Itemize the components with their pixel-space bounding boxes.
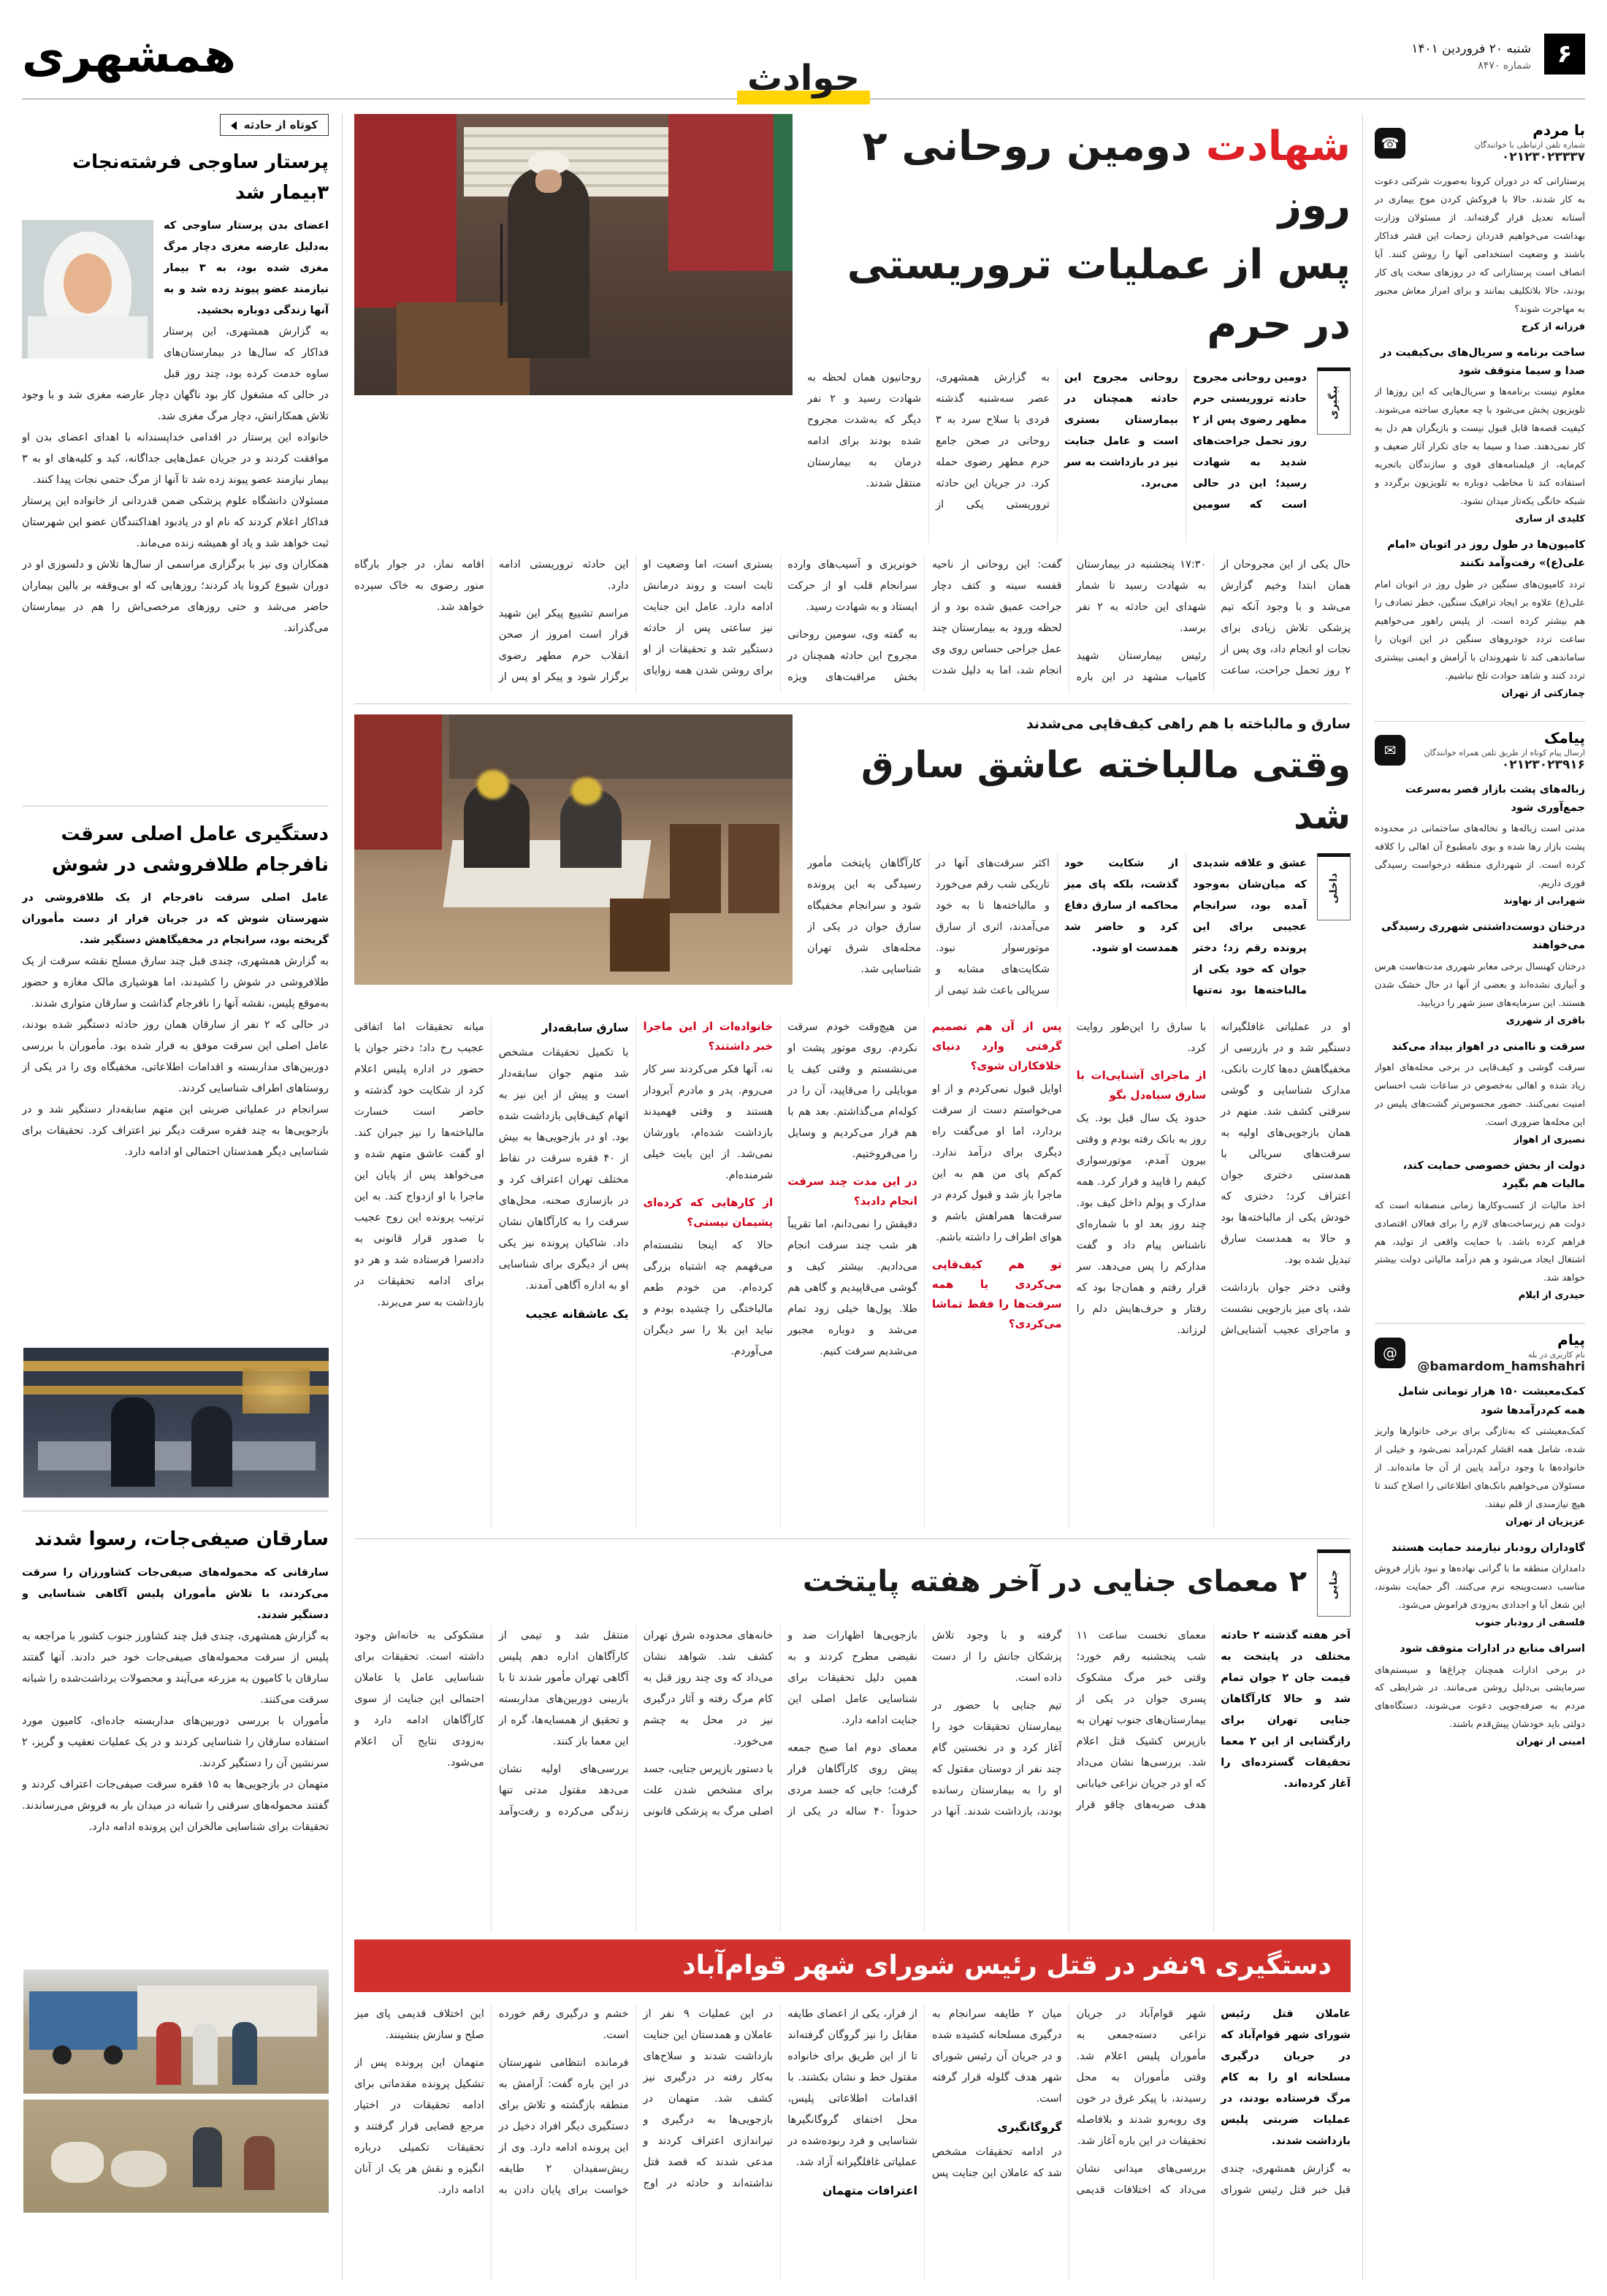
message-text: اخذ مالیات از کسب‌وکارها زمانی منصفانه است که دولت هم زیرساخت‌های لازم را برای فعالان اقتصادی فراهم کرده باشد. با حمایت واقعی از تولید، هم اشتغال ایجاد می‌شود و هم درآمد مالیاتی دولت بیشتر خواهد شد. <box>1375 1200 1585 1284</box>
divider <box>354 703 1351 704</box>
article1-paragraph: به گزارش همشهری، عصر سه‌شنبه گذشته فردی با سلاح سرد به ۳ روحانی در صحن جامع حرم مطهر رضوی حمله کرد. در جریان این حادثه تروریستی یکی از روحانیون همان لحظه به شهادت رسید و ۲ نفر دیگر که به‌شدت مجروح شده بودند برای ادامه درمان به بیمارستان منتقل شدند. <box>807 371 1050 511</box>
article1-headline <box>807 117 1351 354</box>
interview-question: از کارهایی که کرده‌ای پشیمان نیستی؟ <box>643 1195 774 1229</box>
photo-shape <box>111 1397 155 1487</box>
message-sender: شهرابی از نهاوند <box>1503 896 1585 907</box>
interview-question: تو هم کیف‌قاپی می‌کردی یا همه سرقت‌ها را فقط تماشا می‌کردی؟ <box>931 1257 1062 1330</box>
message-sender: فلسفی از رودبار جنوب <box>1475 1617 1585 1629</box>
message-sender: نصیری از اهواز <box>1514 1134 1585 1145</box>
article2-paragraph: او در عملیاتی غافلگیرانه دستگیر شد و در بازرسی از مخفیگاهش ده‌ها کارت بانکی، مدارک شناسایی و گوشی سرقتی کشف شد. متهم در همان بازجویی‌های اولیه به سرقت‌های سریالی با همدستی دختری جوان اعتراف کرد؛ دختری که خودش یکی از مالباخته‌ها بود و حالا به همدست سارق تبدیل شده بود. <box>1221 1021 1351 1266</box>
issue-date: شنبه ۲۰ فروردین ۱۴۰۱ <box>1411 42 1531 56</box>
interview-answer: نه، آنها فکر می‌کردند سر کار می‌روم. پدر و مادرم آبرودار هستند و وقتی فهمیدند بازداشت شده‌ام، باورشان نمی‌شد. از این بابت خیلی شرمنده‌ام. <box>643 1063 774 1181</box>
photo-shape <box>191 1406 232 1487</box>
tag-label: پیگیری <box>1328 385 1340 419</box>
article2-paragraph: با تکمیل تحقیقات مشخص شد متهم جوان سابقه‌دار است و پیش از این نیز به اتهام کیف‌قاپی بازداشت شده بود. او در بازجویی‌ها به بیش از ۴۰ فقره سرقت در نقاط مختلف تهران اعتراف کرد و در بازسازی صحنه، محل‌های سرقت را به کارآگاهان نشان داد. شاکیان پرونده نیز یکی پس از دیگری برای شناسایی او به اداره آگاهی آمدند. <box>498 1046 629 1292</box>
brief-lead: سارقانی که محموله‌های صیفی‌جات کشاورزان را سرقت می‌کردند، با تلاش مأموران پلیس آگاهی شناسایی و دستگیر شدند. <box>22 1566 329 1621</box>
headline-accent-word: شهادت <box>1205 123 1351 170</box>
interview-answer: من هیچ‌وقت خودم سرقت نکردم. روی موتور پشت او می‌نشستم و وقتی کیف یا موبایلی را می‌قاپید، آن را در کوله‌ام می‌گذاشتم. بعد هم با هم فرار می‌کردیم و وسایل را می‌فروختیم. <box>787 1021 917 1160</box>
brief-headline: دستگیری عامل اصلی سرقت نافرجام طلافروشی در شوش <box>52 823 329 876</box>
brief-headline: پرستار ساوجی فرشته‌نجات ۳بیمار شد <box>72 151 329 204</box>
article2-kicker: سارق و مالباخته با هم راهی کیف‌قاپی می‌شدند <box>1026 715 1351 732</box>
brief-goldshop <box>22 820 329 1498</box>
photo-shape <box>28 316 148 359</box>
message-sender: باقری از شهرری <box>1505 1015 1585 1026</box>
subheading: اعترافات متهمان <box>822 2184 917 2197</box>
bamardom-phone-label: شماره تلفن ارتباطی با خوانندگان <box>1474 140 1585 150</box>
interview-question: پس از آن هم تصمیم گرفتی وارد دنیای خلافکاران شوی؟ <box>931 1019 1062 1072</box>
message-sender: عزیزیان از تهران <box>1505 1516 1585 1528</box>
article2-lead-columns <box>807 853 1307 1007</box>
briefs-rail <box>22 114 329 2280</box>
brief-paragraph: مأموران با بررسی دوربین‌های مداربسته جاده‌ای، کامیون مورد استفاده سارقان را شناسایی کردند و در یک عملیات تعقیب و گریز، ۲ سرنشین آن را دستگیر کردند. <box>22 1715 329 1769</box>
photo-shape <box>244 2136 275 2190</box>
article3-paragraph: تیم جنایی با حضور در بیمارستان تحقیقات خود را آغاز کرد و در نخستین گام چند نفر از دوستان مقتول که او را به بیمارستان رسانده بودند، بازداشت شدند. آنها در بازجویی‌ها اظهارات ضد و نقیضی مطرح کردند و به همین دلیل تحقیقات برای شناسایی عامل اصلی این جنایت ادامه دارد. <box>787 1629 1062 1818</box>
brief-paragraph: مسئولان دانشگاه علوم پزشکی ضمن قدردانی از خانواده این پرستار فداکار اعلام کردند که نام او در یادبود اهداکنندگان عضو این شهرستان ثبت خواهد شد و یاد او همیشه زنده می‌ماند. <box>22 495 329 550</box>
photo-shape <box>508 167 589 358</box>
photo-shape <box>670 824 721 913</box>
briefs-section-tag: کوتاه از حادثه <box>220 114 329 136</box>
photo-shape <box>156 2022 181 2085</box>
photo-shape <box>610 899 670 972</box>
photo-shape <box>728 824 779 913</box>
article2-paragraph: وقتی دختر جوان بازداشت شد، پای میز بازجویی نشست و ماجرای عجیب آشنایی‌اش با سارق را این‌طور روایت کرد. <box>1076 1021 1351 1336</box>
article3-tag <box>1317 1549 1351 1617</box>
message-text: دامداران منطقه ما با گرانی نهاده‌ها و نبود بازار فروش مناسب دست‌وپنجه نرم می‌کنند. اگر حمایت نشوند، این شغل آبا و اجدادی به‌زودی فراموش می‌شود. <box>1375 1563 1585 1612</box>
article4-lead: عاملان قتل رئیس شورای شهر قوام‌آباد که در جریان درگیری مسلحانه او را به کام مرگ فرستاده بودند، در عملیات ضربتی پلیس بازداشت شدند. <box>1221 2007 1351 2147</box>
suspects-truck-photo <box>23 1969 329 2094</box>
brief-body <box>22 216 329 793</box>
article1-body <box>354 554 1351 693</box>
page-number: ۶ <box>1544 34 1585 75</box>
article4-paragraph: بررسی‌های میدانی نشان می‌داد که اختلافات قدیمی میان ۲ طایفه سرانجام به درگیری مسلحانه کشیده شده و در جریان آن رئیس شورای شهر هدف گلوله قرار گرفته است. <box>931 2007 1207 2196</box>
brief-lead: عامل اصلی سرقت نافرجام از یک طلافروشی در شهرستان شوش که در جریان فرار از دست مأموران گریخته بود، سرانجام در مخفیگاهش دستگیر شد. <box>22 892 329 947</box>
nurse-photo <box>22 220 153 359</box>
message-text: سرقت گوشی و کیف‌قاپی در برخی محله‌های اهواز زیاد شده و اهالی به‌خصوص در ساعات شب احساس امنیت نمی‌کنند. حضور محسوس‌تر گشت‌های پلیس در این محله‌ها ضروری است. <box>1375 1062 1585 1128</box>
brief-body <box>22 1563 329 1961</box>
article3-headline: ۲ معمای جنایی در آخر هفته پایتخت <box>802 1564 1307 1598</box>
message-text: در برخی ادارات همچنان چراغ‌ها و سیستم‌های سرمایشی بی‌دلیل روشن می‌مانند. در شرایطی که مردم به صرفه‌جویی دعوت می‌شوند، دستگاه‌های دولتی باید خودشان پیش‌قدم باشند. <box>1375 1664 1585 1731</box>
sms-number: ۰۲۱۲۳۰۲۳۹۱۶ <box>1501 757 1585 772</box>
article-martyrdom <box>354 114 1351 693</box>
brief-nurse <box>22 148 329 793</box>
article1-paragraph: به گفته وی، سومین روحانی مجروح این حادثه همچنان در بخش مراقبت‌های ویژه بستری است، اما وضعیت او ثابت است و روند درمانش ادامه دارد. عامل این جنایت نیز ساعتی پس از حادثه دستگیر شد و تحقیقات از او برای روشن شدن همه زوایای این حادثه تروریستی ادامه دارد. <box>498 558 917 683</box>
photo-shape <box>193 2024 218 2085</box>
message-heading: کامیون‌ها در طول روز در اتوبان «امام علی(ع)» رفت‌وآمد نکنند <box>1387 539 1585 570</box>
brief-body <box>22 888 329 1340</box>
message-heading: درختان دوست‌داشتنی شهرری رسیدگی می‌خواهند <box>1381 921 1585 952</box>
message-text: کمک‌معیشتی که به‌تازگی برای برخی خانوارها واریز شده، شامل همه اقشار کم‌درآمد نمی‌شود و خیلی از خانواده‌ها با وجود درآمد پایین از آن جا مانده‌اند. از مسئولان می‌خواهیم بانک‌های اطلاعاتی را اصلاح کنند تا هیچ نیازمندی از قلم نیفتد. <box>1375 1426 1585 1510</box>
message-heading: سرقت و ناامنی در اهواز بیداد می‌کند <box>1392 1040 1585 1053</box>
message-sender: فرزانه از کرج <box>1521 321 1585 332</box>
main-articles <box>342 114 1363 2280</box>
article3-body <box>354 1625 1351 1932</box>
brief-lead: اعضای بدن پرستار ساوجی که به‌دلیل عارضه مغزی دچار مرگ مغزی شده بود، به ۳ بیمار نیازمند عضو پیوند زده شد و به آنها زندگی دوباره بخشید. <box>164 220 329 317</box>
message-text: معلوم نیست برنامه‌ها و سریال‌هایی که این روزها از تلویزیون پخش می‌شود با چه معیاری ساخته می‌شوند. کیفیت قصه‌ها قابل قبول نیست و بازیگران هم دل به کار نمی‌دهند. صدا و سیما به جای تکرار آثار ضعیف و کم‌مایه، از فیلمنامه‌های قوی و سازندگان باتجربه استفاده کند تا مخاطب دوباره به تلویزیون برگردد و شبکه خانگی یکه‌تاز میدان نشود. <box>1375 386 1585 508</box>
reader-message <box>1375 536 1585 698</box>
photo-shape <box>232 2022 257 2085</box>
bamardom-phone-number: ۰۲۱۲۳۰۲۳۳۳۷ <box>1501 150 1585 164</box>
reader-message <box>1375 1383 1585 1528</box>
article2-tag <box>1317 853 1351 920</box>
message-text: مدتی است زباله‌ها و نخاله‌های ساختمانی در محدوده پشت بازار رها شده و بوی نامطبوع آن اهالی را کلافه کرده است. از شهرداری منطقه درخواست رسیدگی فوری داریم. <box>1375 823 1585 890</box>
reader-message <box>1375 173 1585 332</box>
subheading: گروگانگیری <box>997 2120 1062 2134</box>
bamardom-header <box>1375 121 1585 164</box>
reader-message <box>1375 781 1585 907</box>
brief-paragraph: به گزارش همشهری، چندی قبل چند کشاورز جنوب کشور با مراجعه به پلیس از سرقت محموله‌های صیفی‌جات خود خبر دادند. آنها گفتند سارقان با کامیون به مزرعه می‌آیند و محصولات برداشت‌شده را شبانه سرقت می‌کنند. <box>22 1630 329 1706</box>
article4-banner-headline: دستگیری ۹نفر در قتل رئیس شورای شهر قوام‌آباد <box>354 1940 1351 1992</box>
article4-body <box>354 2004 1351 2280</box>
photo-shape <box>449 714 793 779</box>
photo-shape <box>51 2142 104 2183</box>
message-heading: ساخت برنامه و سریال‌های بی‌کیفیت در صدا و سیما متوقف شود <box>1380 346 1585 377</box>
brief-paragraph: سرانجام در عملیاتی ضربتی این متهم سابقه‌دار دستگیر شد و در بازجویی‌ها به چند فقره سرقت دیگر نیز اعتراف کرد. تحقیقات برای شناسایی دیگر همدستان احتمالی او ادامه دارد. <box>22 1104 329 1159</box>
photo-shape <box>29 1991 137 2050</box>
article4-paragraph: متهمان این پرونده پس از تشکیل پرونده مقدماتی برای ادامه تحقیقات در اختیار مرجع قضایی قرار گرفتند و تحقیقات تکمیلی درباره انگیزه و نقش هر یک از آنان ادامه دارد. <box>354 2056 484 2196</box>
photo-shape <box>354 114 457 308</box>
face-blur <box>477 770 509 799</box>
article1-paragraph: مراسم تشییع پیکر این شهید قرار است امروز از صحن انقلاب حرم مطهر رضوی برگزار شود و پیکر او پس از اقامه نماز، در جوار بارگاه منور رضوی به خاک سپرده خواهد شد. <box>354 558 629 683</box>
goldshop-photo <box>23 1348 329 1498</box>
article3-lead: آخر هفته گذشته ۲ حادثه مختلف در پایتخت به قیمت جان ۲ جوان تمام شد و حالا کارآگاهان جنایی تهران برای رازگشایی از این ۲ معما تحقیقات گسترده‌ای را آغاز کرده‌اند. <box>1221 1629 1351 1790</box>
phone-icon: ☎ <box>1375 128 1405 159</box>
photo-shape <box>38 1441 316 1471</box>
headline-line1 <box>863 123 1351 229</box>
photo-shape <box>500 224 503 305</box>
brief-paragraph: متهمان در بازجویی‌ها به ۱۵ فقره سرقت صیفی‌جات اعتراف کردند و گفتند محموله‌های سرقتی را شبانه در میدان بار به فروش می‌رساندند. تحقیقات برای شناسایی مالخران این پرونده ادامه دارد. <box>22 1778 329 1833</box>
article-council-murder <box>354 1940 1351 2280</box>
sms-header <box>1375 729 1585 772</box>
interview-question: از ماجرای آشنایی‌ات با سارق سیاه‌دل بگو <box>1076 1068 1207 1102</box>
reader-message <box>1375 918 1585 1026</box>
interview-answer: حالا که اینجا نشسته‌ام می‌فهمم چه اشتباه بزرگی کرده‌ام. من خودم طعم مالباختگی را چشیده بودم و نباید این بلا را سر دیگران می‌آوردم. <box>643 1239 774 1357</box>
reader-message <box>1375 344 1585 525</box>
article2-lead: عشق و علاقه شدیدی که میان‌شان به‌وجود آمده بود، سرانجام عجیبی برای این پرونده رقم زد؛ دختر جوان که خود یکی از مالباخته‌ها بود نه‌تنها از شکایت خود گذشت، بلکه پای میز محاکمه از سارق دفاع کرد و حاضر شد همدست او شود. <box>1064 857 1307 996</box>
photo-shape <box>535 169 562 193</box>
article1-photo <box>354 114 793 395</box>
interview-answer: اوایل قبول نمی‌کردم و از او می‌خواستم دست از سرقت بردارد، اما او می‌گفت راه دیگری برای درآمد ندارد. کم‌کم پای من هم به این ماجرا باز شد و قبول کردم در سرقت‌ها همراهش باشم و هوای اطراف را داشته باشم. <box>931 1083 1062 1243</box>
interview-answer: حدود یک سال قبل بود. یک روز به بانک رفته بودم و وقتی بیرون آمدم، موتورسواری کیفم را قاپید و فرار کرد. همه مدارک و پولم داخل کیف بود. چند روز بعد او با شماره‌ای ناشناس پیام داد و گفت مدارکم را پس می‌دهد. سر قرار رفتم و همان‌جا بود که رفتار و حرف‌هایش دلم را لرزاند. <box>1076 1112 1207 1336</box>
messenger-title: پیام <box>1557 1331 1585 1349</box>
subheading: سارق سابقه‌دار <box>541 1021 629 1034</box>
article2-headline: وقتی مالباخته عاشق سارق شد <box>860 743 1351 837</box>
brief-paragraph: به گزارش همشهری، این پرستار فداکار که سال‌ها در بیمارستان‌های ساوه خدمت کرده بود، چند روز قبل در حالی که مشغول کار بود ناگهان دچار عارضه مغزی شد و با وجود تلاش همکارانش، دچار مرگ مغزی شد. <box>22 326 329 423</box>
message-heading: زباله‌های پشت بازار قصر به‌سرعت جمع‌آوری شود <box>1405 783 1585 814</box>
bamardom-section <box>1375 114 1585 721</box>
subheading: یک عاشقانه عجیب <box>525 1307 629 1321</box>
tag-label: جنایی <box>1328 1569 1340 1599</box>
article2-paragraph: میانه تحقیقات اما اتفاقی عجیب رخ داد؛ دختر جوان با حضور در اداره پلیس اعلام کرد از شکایت خود گذشته و حاضر است خسارت مالباخته‌ها را نیز جبران کند. او گفت عاشق متهم شده و می‌خواهد پس از پایان این ماجرا با او ازدواج کند. به این ترتیب پرونده این زوج عجیب با صدور قرار قانونی به دادسرا فرستاده شد و هر دو برای ادامه تحقیقات در بازداشت به سر می‌برند. <box>354 1021 484 1308</box>
brief-paragraph: همکاران وی نیز با برگزاری مراسمی از سال‌ها تلاش و دلسوزی او در دوران شیوع کرونا یاد کردند؛ روزهایی که او بی‌وقفه بر بالین بیماران حاضر می‌شد و حتی روزهای مرخصی‌اش را هم در بیمارستان می‌گذراند. <box>22 559 329 635</box>
message-sender: چمازکتی از تهران <box>1501 687 1585 699</box>
reader-message <box>1375 1640 1585 1747</box>
photo-shape <box>64 253 112 313</box>
article-thief-love <box>354 714 1351 1528</box>
reader-message <box>1375 1157 1585 1302</box>
article2-body <box>354 1017 1351 1528</box>
article2-paragraph: اکثر سرقت‌های آنها در تاریکی شب رقم می‌خورد و مالباخته‌ها تا به خود می‌آمدند، اثری از سارق موتورسوار نبود. شکایت‌های مشابه و سریالی باعث شد تیمی از کارآگاهان پایتخت مأمور رسیدگی به این پرونده شود و سرانجام مخفیگاه سارق جوان در یکی از محله‌های شرق تهران شناسایی شد. <box>807 857 1050 996</box>
messenger-icon: @ <box>1375 1338 1405 1368</box>
article4-paragraph: فرمانده انتظامی شهرستان در این باره گفت: آرامش به منطقه بازگشته و تلاش برای دستگیری دیگر افراد دخیل در این پرونده ادامه دارد. وی از ریش‌سفیدان ۲ طایفه خواست برای پایان دادن به این اختلاف قدیمی پای میز صلح و سازش بنشینند. <box>354 2007 629 2196</box>
message-sender: حیدری از ایلام <box>1518 1290 1585 1302</box>
article3-paragraph: با دستور بازپرس جنایی، جسد برای مشخص شدن علت اصلی مرگ به پزشکی قانونی منتقل شد و تیمی از کارآگاهان اداره دهم پلیس آگاهی تهران مأمور شدند تا با بازبینی دوربین‌های مداربسته و تحقیق از همسایه‌ها، گره از این معما باز کنند. <box>498 1629 774 1818</box>
article3-paragraph: معمای دوم اما صبح جمعه پیش روی کارآگاهان قرار گرفت؛ جایی که جسد مردی حدوداً ۴۰ ساله در یکی از خانه‌های محدوده شرق تهران کشف شد. شواهد نشان می‌داد که وی چند روز قبل به کام مرگ رفته و آثار درگیری نیز در محل به چشم می‌خورد. <box>643 1629 917 1818</box>
readers-rail <box>1375 114 1585 2276</box>
photo-shape <box>111 2151 167 2187</box>
suspects-photo <box>23 2099 329 2213</box>
article3-paragraph: معمای نخست ساعت ۱۱ شب پنجشنبه رقم خورد؛ وقتی خبر مرگ مشکوک پسری جوان در یکی از بیمارستان‌های جنوب تهران به بازپرس کشیک قتل اعلام شد. بررسی‌ها نشان می‌داد که او در جریان نزاعی خیابانی هدف ضربه‌های چاقو قرار گرفته و با وجود تلاش پزشکان جانش را از دست داده است. <box>931 1629 1207 1811</box>
interview-question: در این مدت چند سرقت انجام دادید؟ <box>787 1174 917 1208</box>
bamardom-titlewrap <box>1414 121 1585 164</box>
article2-photo <box>354 714 793 985</box>
headline-line2: پس از عملیات تروریستی در حرم <box>847 241 1351 348</box>
message-text: درختان کهنسال برخی معابر شهرری مدت‌هاست هرس و آبیاری نشده‌اند و بعضی از آنها در حال خشک شدن هستند. این سرمایه‌های سبز شهر را دریابید. <box>1375 961 1585 1009</box>
message-text: پرستارانی که در دوران کرونا به‌صورت شرکتی دعوت به کار شدند، حالا با فروکش کردن موج بیماری در آستانه تعدیل قرار گرفته‌اند. از مسئولان وزارت بهداشت می‌خواهیم قدردان زحمات این قشر فداکار باشند و وضعیت استخدامی آنها را روشن کنند. آیا انصاف است پرستارانی که در روزهای سخت پای کار بودند، حالا بلاتکلیف بمانند و برای امرار معاش مجبور به مهاجرت شوند؟ <box>1375 176 1585 315</box>
article1-tag <box>1317 367 1351 435</box>
messenger-header <box>1375 1331 1585 1374</box>
photo-shape <box>774 114 793 271</box>
messenger-handle: @bamardom_hamshahri <box>1417 1359 1585 1375</box>
message-text: تردد کامیون‌های سنگین در طول روز در اتوبان امام علی(ع) علاوه بر ایجاد ترافیک سنگین، خطر تصادف را هم بیشتر کرده است. از پلیس راهور می‌خواهیم ساعت تردد خودروهای سنگین در این اتوبان را ساماندهی کند تا شهروندان با آرامش و ایمنی بیشتری تردد کنند و شاهد حوادث تلخ نباشیم. <box>1375 579 1585 682</box>
reader-message <box>1375 1539 1585 1628</box>
sms-title: پیامک <box>1543 728 1585 747</box>
sms-icon: ✉ <box>1375 735 1405 766</box>
messenger-section <box>1375 1323 1585 1769</box>
photo-shape <box>53 2045 72 2064</box>
article-weekend-mysteries <box>354 1549 1351 1932</box>
section-title: حوادث <box>737 58 870 104</box>
face-blur <box>571 777 602 805</box>
page-header <box>22 31 1585 99</box>
messenger-label: نام کاربری در بله <box>1527 1350 1585 1360</box>
brief-vegetable-thieves <box>22 1525 329 2213</box>
article4-paragraph: در ادامه تحقیقات مشخص شد که عاملان این جنایت پس از فرار، یکی از اعضای طایفه مقابل را نیز گروگان گرفته‌اند تا از این طریق برای خانواده مقتول خط و نشان بکشند. با اقدامات اطلاعاتی پلیس، محل اختفای گروگانگیرها شناسایی و فرد ربوده‌شده در عملیاتی غافلگیرانه آزاد شد. <box>787 2007 1062 2179</box>
photo-shape <box>354 714 442 850</box>
message-heading: دولت از بخش خصوصی حمایت کند، مالیات هم بگیرد <box>1402 1159 1585 1191</box>
sms-section <box>1375 721 1585 1324</box>
newspaper-logo: همشهری <box>22 29 237 83</box>
bamardom-title: با مردم <box>1532 121 1585 139</box>
tag-label: داخلی <box>1328 872 1340 904</box>
brief-paragraph: خانواده این پرستار در اقدامی خداپسندانه با اهدای اعضای بدن او موافقت کردند و در جریان عمل‌هایی جداگانه، کبد و کلیه‌های او به ۳ بیمار نیازمند عضو پیوند زده شد تا آنها از مرگ حتمی نجات پیدا کنند. <box>22 432 329 487</box>
divider <box>354 1538 1351 1539</box>
sms-titlewrap <box>1414 729 1585 772</box>
message-sender: کلیدی از ساری <box>1515 514 1585 525</box>
message-sender: امینی از تهران <box>1516 1736 1585 1748</box>
message-heading: کمک‌معیشت ۱۵۰ هزار تومانی شامل همه کم‌درآمدها شود <box>1397 1386 1585 1416</box>
sms-label: ارسال پیام کوتاه از طریق تلفن همراه خوانندگان <box>1424 747 1585 758</box>
date-block <box>1411 39 1531 75</box>
photo-shape <box>104 2045 123 2064</box>
message-heading: اسراف منابع در ادارات متوقف شود <box>1400 1643 1585 1655</box>
brief-paragraph: در حالی که ۲ نفر از سارقان همان روز حادثه دستگیر شده بودند، عامل اصلی این سرقت موفق به فرار شده بود. مأموران با بررسی دوربین‌های مداربسته و اقدامات اطلاعاتی، مخفیگاه وی را در یکی از روستاهای اطراف شناسایی کردند. <box>22 1019 329 1095</box>
issue-number: شماره ۸۴۷۰ <box>1478 60 1531 72</box>
photo-shape <box>243 1368 310 1414</box>
interview-question: خانواده‌ات از این ماجرا خبر داشتند؟ <box>643 1019 774 1053</box>
headline-rest: دومین روحانی ۲ روز <box>862 123 1351 230</box>
brief-headline: سارقان صیفی‌جات، رسوا شدند <box>34 1528 329 1551</box>
article4-paragraph: در این عملیات ۹ نفر از عاملان و همدستان این جنایت بازداشت شدند و سلاح‌های به‌کار رفته در درگیری نیز کشف شد. متهمان در بازجویی‌ها به درگیری و تیراندازی اعتراف کردند و مدعی شدند که قصد قتل نداشته‌اند و حادثه در اوج خشم و درگیری رقم خورده است. <box>498 2007 774 2189</box>
article3-paragraph: بررسی‌های اولیه نشان می‌دهد مقتول مدتی تنها زندگی می‌کرده و رفت‌وآمد مشکوکی به خانه‌اش وجود داشته است. تحقیقات برای شناسایی عامل یا عاملان احتمالی این جنایت از سوی کارآگاهان ادامه دارد و به‌زودی نتایج آن اعلام می‌شود. <box>354 1629 629 1818</box>
brief-paragraph: به گزارش همشهری، چندی قبل چند سارق مسلح نقشه سرقت از یک طلافروشی در شوش را کشیدند، اما هوشیاری مالک مغازه و حضور به‌موقع پلیس، نقشه آنها را نافرجام گذاشت و سارقان متواری شدند. <box>22 956 329 1010</box>
article1-paragraph: رئیس بیمارستان شهید کامیاب مشهد در این باره گفت: این روحانی از ناحیه قفسه سینه و کتف دچار جراحت عمیق شده بود و از لحظه ورود به بیمارستان چند عمل جراحی حساس روی وی انجام شد، اما به دلیل شدت خونریزی و آسیب‌های وارده سرانجام قلب او از حرکت ایستاد و به شهادت رسید. <box>787 558 1207 683</box>
reader-message <box>1375 1038 1585 1145</box>
message-heading: گاوداران رودبار نیازمند حمایت هستند <box>1391 1541 1585 1554</box>
messenger-titlewrap <box>1414 1331 1585 1374</box>
photo-shape <box>193 2127 222 2187</box>
article1-lead-columns <box>807 367 1307 543</box>
article1-lead: دومین روحانی مجروح حادثه تروریستی حرم مطهر رضوی پس از ۲ روز تحمل جراحت‌های شدید به شهادت رسید؛ این در حالی است که سومین روحانی مجروح این حادثه همچنان در بیمارستان بستری است و عامل جنایت نیز در بازداشت به سر می‌برد. <box>1064 371 1307 511</box>
article1-paragraph: حال یکی از این مجروحان از همان ابتدا وخیم گزارش می‌شد و با وجود آنکه تیم پزشکی تلاش زیادی برای نجات او انجام داد، وی پس از ۲ روز تحمل جراحت، ساعت ۱۷:۳۰ پنجشنبه در بیمارستان به شهادت رسید تا شمار شهدای این حادثه به ۲ نفر برسد. <box>1076 558 1351 676</box>
article4-paragraph: به گزارش همشهری، چندی قبل خبر قتل رئیس شورای شهر قوام‌آباد در جریان نزاعی دسته‌جمعی به مأموران پلیس اعلام شد. وقتی مأموران به محل رسیدند، با پیکر غرق در خون وی روبه‌رو شدند و بلافاصله تحقیقات در این باره آغاز شد. <box>1076 2007 1351 2196</box>
interview-answer: دقیقش را نمی‌دانم، اما تقریباً هر شب چند سرقت انجام می‌دادیم. بیشتر کیف و گوشی می‌قاپیدیم و گاهی هم طلا. پول‌ها خیلی زود تمام می‌شد و دوباره مجبور می‌شدیم سرقت کنیم. <box>787 1218 917 1357</box>
